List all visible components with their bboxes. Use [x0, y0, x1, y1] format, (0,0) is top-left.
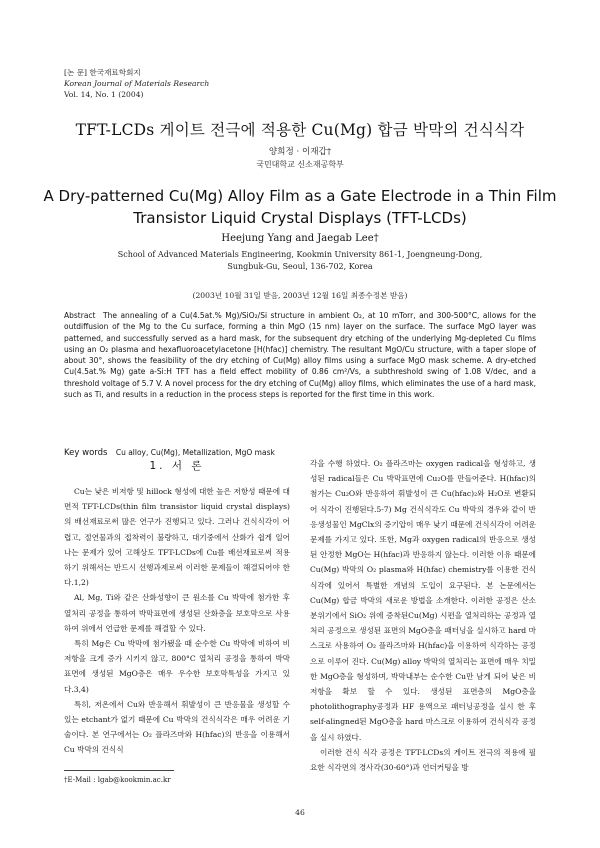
paragraph: Al, Mg, Ti와 같은 산화성향이 큰 원소를 Cu 박막에 첨가한 후 열처리 공정을 통하여 박막표면에 생성된 산화층을 보호막으로 사용하여 위에서 언급한 문제를 해결할 수 있다. [64, 593, 290, 633]
affiliation-korean: 국민대학교 신소재공학부 [256, 160, 344, 169]
title-korean: TFT-LCDs 게이트 전극에 적용한 Cu(Mg) 합금 박막의 건식식각 [75, 121, 525, 139]
section-heading-introduction: 1. 서 론 [149, 460, 205, 472]
title-english: A Dry-patterned Cu(Mg) Alloy Film as a Gate Electrode in a Thin Film Transistor Liquid Crystal Displays (TFT-LCDs) [43, 187, 557, 227]
authors-korean: 양희정 · 이재갑† [268, 147, 332, 157]
affiliation-english: School of Advanced Materials Engineering, Kookmin University 861-1, Joengneung-Dong, Sungbuk-Gu, Seoul, 136-702, Korea [117, 250, 483, 271]
page-number: 46 [295, 808, 305, 817]
right-column [310, 456, 536, 775]
received-dates: (2003년 10월 31일 받음, 2003년 12월 16일 최종수정본 받음) [192, 291, 408, 300]
footnote-divider [64, 770, 174, 771]
abstract-label: Abstract [64, 311, 96, 320]
journal-line-korean: [논 문] 한국재료학회지 [64, 68, 141, 77]
journal-header [64, 67, 209, 100]
paragraph: 이러한 건식 식각 공정은 TFT-LCDs의 게이트 전극의 적용에 필요한 식각면의 경사각(30-60°)과 언더커팅을 방 [310, 747, 536, 773]
abstract-text: The annealing of a Cu(4.5at.% Mg)/SiO₂/Si structure in ambient O₂, at 10 mTorr, and 300-500°C, allows for the outdiffusion of the Mg to the Cu surface, forming a thin MgO (15 nm) layer on the surface. The surface MgO layer was patterned, and successfully served as a hard mask, for the subsequent dry etching of the underlying Mg-depleted Cu films using an O₂ plasma and hexafluoroacetylacetone [H(hfac)] chemistry. The resultant MgO/Cu structure, with a taper slope of about 30°, shows the feasibility of the dry etching of Cu(Mg) alloy films using a surface MgO mask scheme. A dry-etched Cu(4.5at.% Mg) gate a-Si:H TFT has a field effect mobility of 0.86 cm²/Vs, a subthreshold swing of 1.08 V/dec, and a threshold voltage of 5.7 V. A novel process for the dry etching of Cu(Mg) alloy films, which eliminates the use of a hard mask, such as Ti, and results in a reduction in the process steps is reported for the first time in this work. [64, 311, 536, 400]
journal-line-english: Korean Journal of Materials Research [64, 79, 210, 88]
authors-english: Heejung Yang and Jaegab Lee† [221, 233, 379, 244]
abstract [64, 310, 536, 400]
left-column [64, 456, 290, 758]
keywords-label: Key words [64, 448, 108, 458]
keywords-text: Cu alloy, Cu(Mg), Metallization, MgO mask [115, 448, 275, 457]
paragraph: Cu는 낮은 비저항 및 hillock 형성에 대한 높은 저항성 때문에 대면적 TFT-LCDs(thin film transistor liquid crystal displays)의 배선재료로써 많은 연구가 진행되고 있다. 그러나 건식식각이 어렵고, 절연물과의 접착력이 불량하고, 대기중에서 산화가 쉽게 일어나는 문제가 있어 고해상도 TFT-LCDs에 Cu를 배선재료로써 적용 하기 위해서는 반드시 선행과제로써 이러한 문제들이 해결되어야 한다.1,2) [64, 487, 290, 588]
footnote-email: †E-Mail : lgab@kookmin.ac.kr [64, 776, 171, 784]
paragraph: 각을 수행 하였다. O₂ 플라즈마는 oxygen radical을 형성하고, 생성된 radical들은 Cu 박막표면에 Cu₂O를 만들어준다. H(hfac)의 첨가는 Cu₂O와 반응하여 휘발성이 큰 Cu(hfac)₂와 H₂O로 변환되어 식각이 진행된다.5-7) Mg 건식식각도 Cu 박막의 경우와 같이 반응생성물인 MgClx의 증기압이 매우 낮기 때문에 건식식각이 어려운 문제를 가지고 있다. 또한, Mg과 oxygen radical의 반응으로 생성된 안정한 MgO는 H(hfac)과 반응하지 않는다. 이러한 이유 때문에 Cu(Mg) 박막의 O₂ plasma와 H(hfac) chemistry를 이용한 건식식각에 있어서 특별한 개념의 도입이 요구된다. 본 논문에서는 Cu(Mg) 합금 박막의 새로운 방법을 소개한다. 이러한 공정은 산소 분위기에서 SiO₂ 위에 증착된Cu(Mg) 시편을 열처리하는 공정과 열처리 공정으로 생성된 표면의 MgO층을 패터닝을 실시하고 hard 마스크로 사용하여 O₂ 플라즈마와 H(hfac)을 이용하여 식각하는 공정으로 이루어 진다. Cu(Mg) alloy 박막의 열처리는 표면에 매우 치밀한 MgO층을 형성하며, 박막내부는 순수한 Cu만 남게 되어 낮은 비저항을 확보 할 수 있다. 생성된 표면층의 MgO층을 photolithography공정과 HF 용액으로 패터닝공정을 실시 한 후 self-alingned된 MgO층을 hard 마스크로 이용하여 건식식각 공정을 실시 하였다. [310, 459, 536, 742]
paragraph: 특히 Mg은 Cu 박막에 첨가됐을 때 순수한 Cu 박막에 비하여 비저항을 크게 증가 시키지 않고, 800°C 열처리 공정을 통하여 박막 표면에 생성된 MgO층은 매우 우수한 보호막특성을 가지고 있다.3,4) [64, 639, 290, 694]
journal-volume: Vol. 14, No. 1 (2004) [64, 90, 144, 99]
paragraph: 특히, 저온에서 Cu와 반응해서 휘발성이 큰 반응물을 생성할 수 있는 etchant가 없기 때문에 Cu 박막의 건식식각은 매우 어려운 기술이다. 본 연구에서는 O₂ 플라즈마와 H(hfac)의 반응을 이용해서 Cu 박막의 건식식 [64, 699, 290, 755]
